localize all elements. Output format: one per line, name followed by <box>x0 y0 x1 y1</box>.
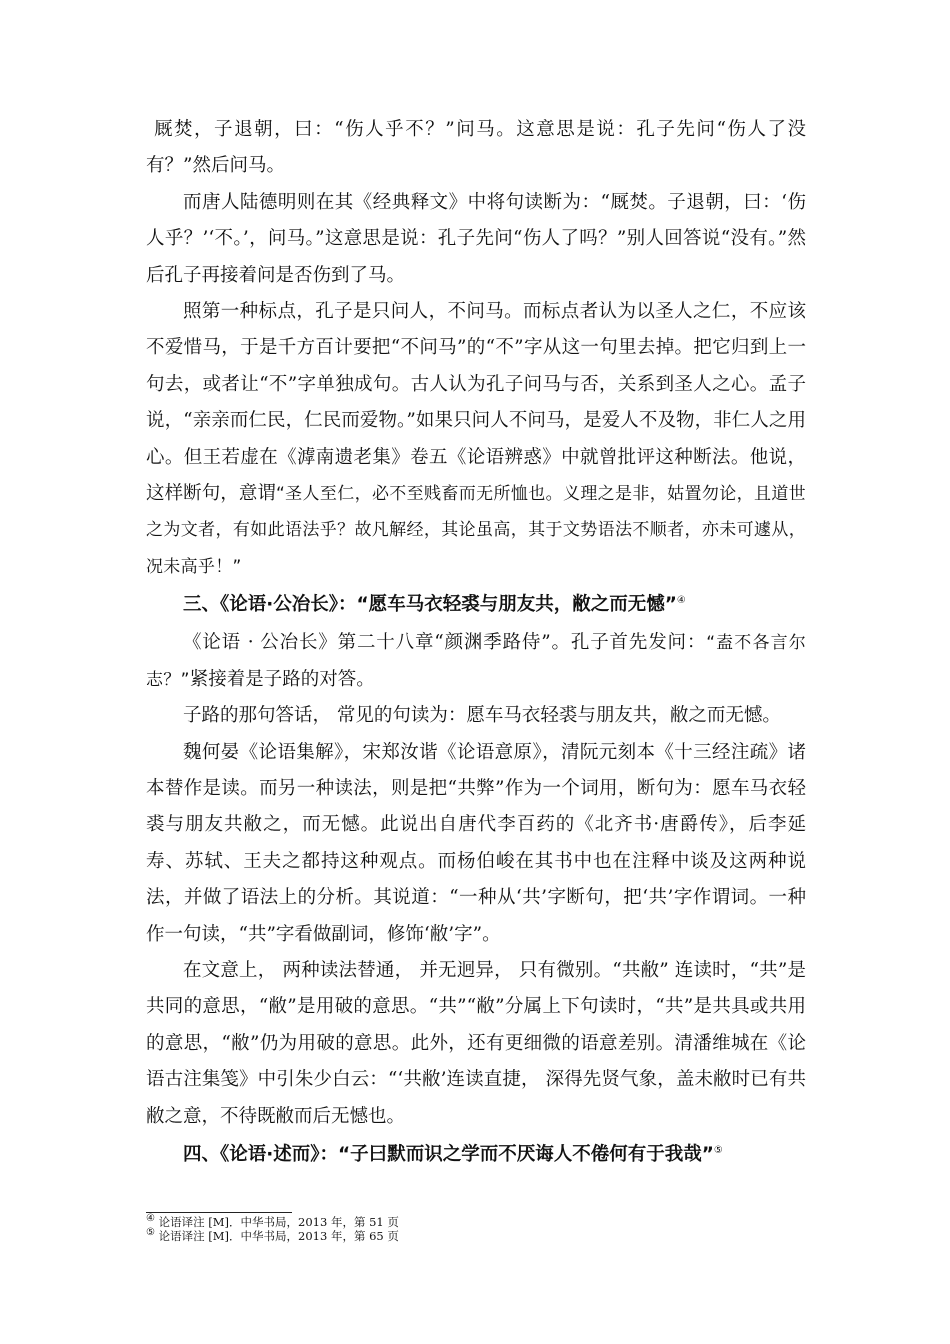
footnote-5 <box>146 1229 806 1243</box>
section3-paragraph-3: 魏何晏《论语集解》，宋郑汝谐《论语意原》，清阮元刻本《十三经注疏》诸本替作是读。而另一种读法，则是把“共弊”作为一个词用，断句为：愿车马衣轻裘与朋友共敝之，而无憾。此说出自唐代李百药的《北齐书·唐爵传》，后李延寿、苏轼、王夫之都持这种观点。而杨伯峻在其书中也在注释中谈及这两种说法，并做了语法上的分析。其说道：“一种从‘共’字断句，把‘共’字作谓词。一种作一句读，“共”字看做副词，修饰‘敝’字”。 <box>146 741 806 945</box>
footnote-divider <box>146 1212 292 1213</box>
section-heading-3-text: 三、《论语·公冶长》：“愿车马衣轻裘与朋友共，敝之而无憾” <box>183 594 677 616</box>
section3-paragraph-2: 子路的那句答话， 常见的句读为：愿车马衣轻裘与朋友共，敝之而无憾。 <box>183 705 781 727</box>
paragraph-3 <box>146 294 806 585</box>
section3-paragraph-1 <box>146 625 806 698</box>
paragraph-3-text: 照第一种标点，孔子是只问人，不问马。而标点者认为以圣人之仁，不应该不爱惜马，于是千方百计要把“不问马”的“不”字从这一句里去掉。把它归到上一句去，或者让“不”字单独成句。古人认为孔子问马与否，关系到圣人之心。孟子说，“亲亲而仁民，仁民而爱物。”如果只问人不问马，是爱人不及物，非仁人之用心。但王若虚在《滹南遗老集》卷五《论语辨惑》中就曾批评这种断法。他说，这样断句，意谓 <box>146 301 806 505</box>
section-heading-4-text: 四、《论语·述而》：“子曰默而识之学而不厌诲人不倦何有于我哉” <box>183 1143 714 1165</box>
footnote-5-mark: ⑤ <box>146 1227 155 1239</box>
footnote-ref-4: ④ <box>676 595 686 607</box>
footnote-ref-5: ⑤ <box>713 1144 723 1156</box>
wang-ruoxu-quote: “圣人至仁，必不至贱畜而无所恤也。义理之是非，姑置勿论，且道世之为文者，有如此语法乎？故凡解经，其论虽高，其于文势语法不顺者，亦未可遽从，况未高乎！” <box>146 484 806 577</box>
section3-p1-quote: “盍不各言尔志？” <box>146 633 807 690</box>
footnote-5-text: 论语译注 [M]．中华书局，2013 年，第 65 页 <box>158 1229 399 1243</box>
section3-p1-text-a: 《论语 · 公冶长》第二十八章“颜渊季路侍”。孔子首先发问： <box>183 632 707 654</box>
footnotes <box>146 1212 806 1243</box>
footnote-4 <box>146 1215 806 1229</box>
section3-p1-text-b: 紧接着是子路的对答。 <box>189 668 375 690</box>
body-text <box>146 112 806 1175</box>
footnote-4-mark: ④ <box>146 1213 155 1225</box>
section-heading-3 <box>146 585 806 625</box>
paragraph-1: 厩焚，子退朝，曰：“伤人乎不？”问马。这意思是说：孔子先问“伤人了没有？”然后问马。 <box>146 119 806 177</box>
paragraph-2: 而唐人陆德明则在其《经典释文》中将句读断为：“厩焚。子退朝，曰：‘伤人乎？’‘不。’，问马。”这意思是说：孔子先问“伤人了吗？”别人回答说“没有。”然后孔子再接着问是否伤到了马。 <box>146 191 806 286</box>
section3-paragraph-4: 在文意上， 两种读法替通， 并无迥异， 只有微别。“共敝” 连读时，“共”是共同的意思，“敝”是用破的意思。“共”“敝”分属上下句读时，“共”是共具或共用的意思，“敝”仍为用破的意思。此外，还有更细微的语意差别。清潘维城在《论语古注集笺》中引朱少白云：“‘共敝’连读直捷， 深得先贤气象，盖未敝时已有共敝之意，不待既敝而后无憾也。 <box>146 959 806 1127</box>
section-heading-4 <box>146 1135 806 1175</box>
footnote-4-text: 论语译注 [M]．中华书局，2013 年，第 51 页 <box>158 1215 399 1229</box>
